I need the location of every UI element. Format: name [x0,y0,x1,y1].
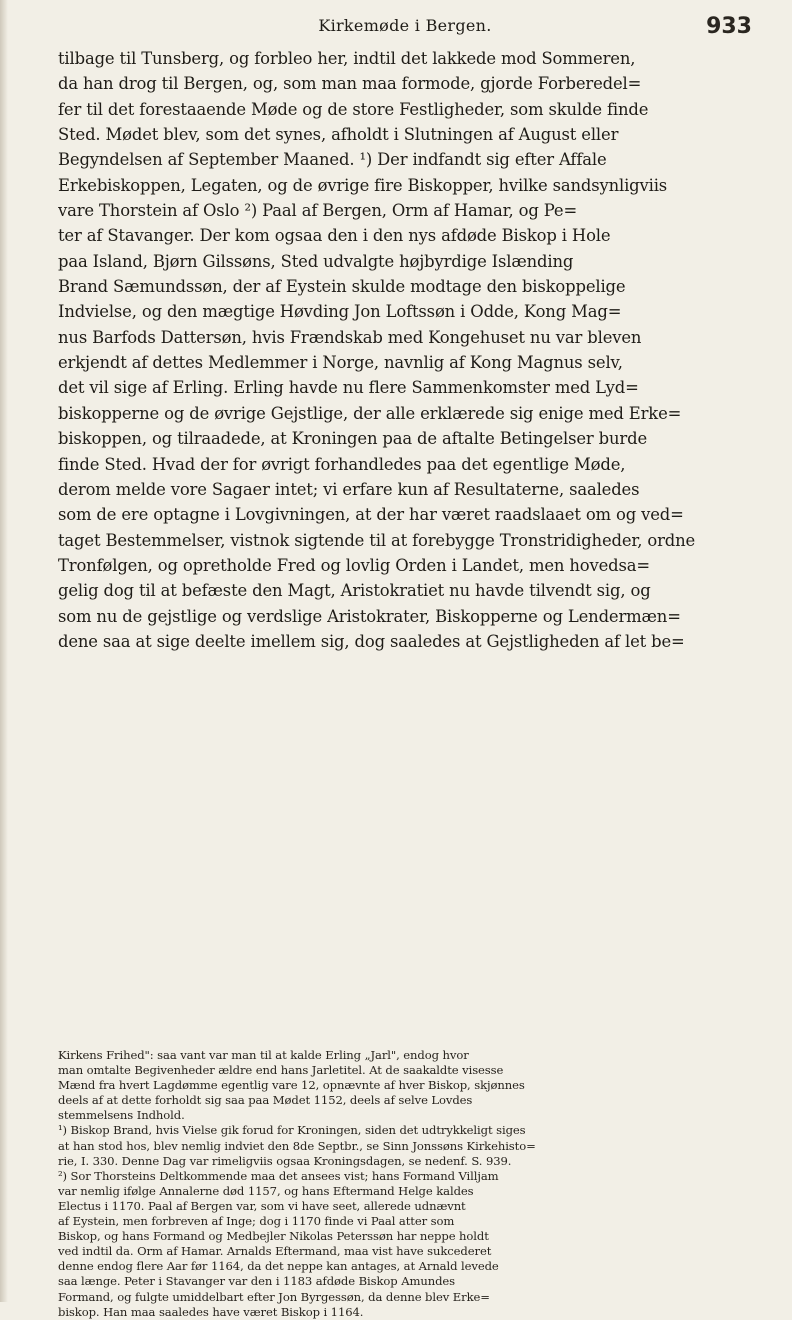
body-line: Erkebiskoppen, Legaten, og de øvrige fire Biskopper, hvilke sandsynligviis [58,175,668,195]
footnote-line: Biskop, og hans Formand og Medbejler Nikolas Peterssøn har neppe holdt [58,1229,489,1244]
body-line: da han drog til Bergen, og, som man maa formode, gjorde Forberedel= [58,74,642,94]
footnote-line: af Eystein, men forbreven af Inge; dog i 1170 finde vi Paal atter som [58,1214,455,1229]
body-line: Begyndelsen af September Maaned. ¹) Der indfandt sig efter Affale [58,150,607,170]
footnote-line: ¹) Biskop Brand, hvis Vielse gik forud for Kroningen, siden det udtrykkeligt siges [58,1123,526,1138]
footnote-line: stemmelsens Indhold. [58,1108,185,1123]
page-number: 933 [706,14,752,39]
body-line: taget Bestemmelser, vistnok sigtende til at forebygge Tronstridigheder, ordne [58,530,696,550]
body-line: fer til det forestaaende Møde og de store Festligheder, som skulde finde [58,99,649,119]
body-text [58,46,758,654]
page-header [58,14,752,38]
body-line: som nu de gejstlige og verdslige Aristokrater, Biskopperne og Lendermæn= [58,606,681,626]
footnotes [58,1048,758,1320]
footnote-line: var nemlig ifølge Annalerne død 1157, og hans Eftermand Helge kaldes [58,1183,474,1198]
body-line: nus Barfods Dattersøn, hvis Frændskab med Kongehuset nu var bleven [58,327,642,347]
body-line: paa Island, Bjørn Gilssøns, Sted udvalgte højbyrdige Islænding [58,251,574,271]
footnote-line: deels af at dette forholdt sig saa paa Mødet 1152, deels af selve Lovdes [58,1093,473,1108]
running-head: Kirkemøde i Bergen. [318,16,492,35]
body-line: erkjendt af dettes Medlemmer i Norge, navnlig af Kong Magnus selv, [58,353,623,373]
footnote-line: Electus i 1170. Paal af Bergen var, som vi have seet, allerede udnævnt [58,1198,466,1213]
body-line: tilbage til Tunsberg, og forbleo her, indtil det lakkede mod Sommeren, [58,49,636,68]
body-line: Brand Sæmundssøn, der af Eystein skulde modtage den biskoppelige [58,277,626,297]
body-line: Sted. Mødet blev, som det synes, afholdt i Slutningen af August eller [58,125,619,145]
body-line: vare Thorstein af Oslo ²) Paal af Bergen, Orm af Hamar, og Pe= [58,201,578,221]
footnote-line: ved indtil da. Orm af Hamar. Arnalds Eftermand, maa vist have sukcederet [58,1244,492,1259]
footnote-line: denne endog flere Aar før 1164, da det neppe kan antages, at Arnald levede [58,1259,499,1274]
body-line: gelig dog til at befæste den Magt, Aristokratiet nu havde tilvendt sig, og [58,581,651,601]
body-line: Indvielse, og den mægtige Høvding Jon Loftssøn i Odde, Kong Mag= [58,302,622,322]
body-line: derom melde vore Sagaer intet; vi erfare kun af Resultaterne, saaledes [58,479,640,499]
body-line: biskopperne og de øvrige Gejstlige, der alle erklærede sig enige med Erke= [58,403,682,423]
footnote-line: saa længe. Peter i Stavanger var den i 1183 afdøde Biskop Amundes [58,1274,456,1289]
body-line: Tronfølgen, og opretholde Fred og lovlig Orden i Landet, men hovedsa= [58,555,650,575]
page-binding-shadow [0,0,8,1302]
footnote-line: Formand, og fulgte umiddelbart efter Jon Byrgessøn, da denne blev Erke= [58,1289,490,1304]
footnote-line: at han stod hos, blev nemlig indviet den 8de Septbr., se Sinn Jonssøns Kirkehisto= [58,1138,536,1153]
footnote-line: ²) Sor Thorsteins Deltkommende maa det ansees vist; hans Formand Villjam [58,1168,499,1183]
body-line: dene saa at sige deelte imellem sig, dog saaledes at Gejstligheden af let be= [58,631,685,651]
body-line: ter af Stavanger. Der kom ogsaa den i den nys afdøde Biskop i Hole [58,226,611,246]
body-line: som de ere optagne i Lovgivningen, at der har været raadslaaet om og ved= [58,505,684,525]
body-line: biskoppen, og tilraadede, at Kroningen paa de aftalte Betingelser burde [58,429,647,449]
body-line: det vil sige af Erling. Erling havde nu flere Sammenkomster med Lyd= [58,378,639,398]
footnote-line: biskop. Han maa saaledes have været Biskop i 1164. [58,1304,364,1319]
footnote-line: Kirkens Frihed": saa vant var man til at kalde Erling „Jarl", endog hvor [58,1048,469,1062]
body-line: finde Sted. Hvad der for øvrigt forhandledes paa det egentlige Møde, [58,454,626,474]
footnote-line: Mænd fra hvert Lagdømme egentlig vare 12, opnævnte af hver Biskop, skjønnes [58,1078,525,1093]
footnote-line: man omtalte Begivenheder ældre end hans Jarletitel. At de saakaldte visesse [58,1063,504,1078]
footnote-line: rie, I. 330. Denne Dag var rimeligviis ogsaa Kroningsdagen, se nedenf. S. 939. [58,1153,512,1168]
